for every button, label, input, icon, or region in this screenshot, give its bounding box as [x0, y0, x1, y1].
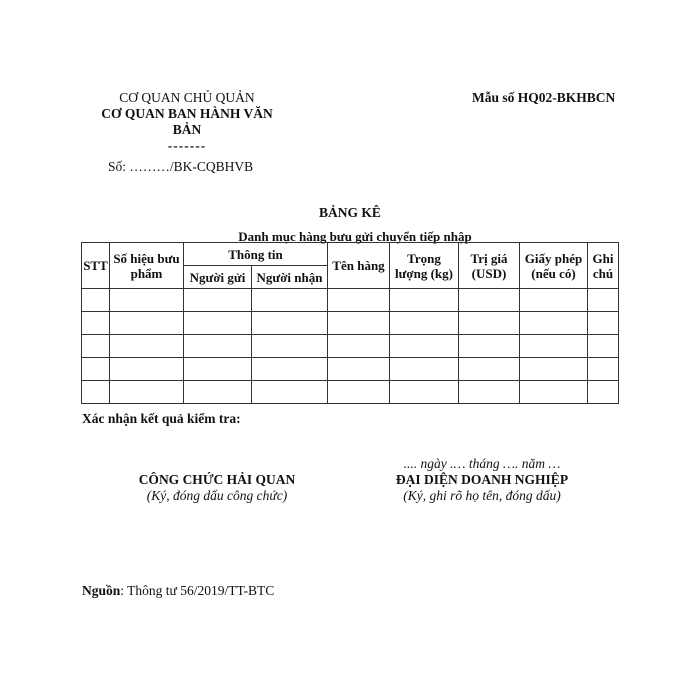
enterprise-signature-block	[372, 456, 592, 504]
source-line	[82, 583, 274, 599]
table-cell	[520, 381, 588, 404]
table-row	[82, 289, 619, 312]
table-cell	[390, 289, 459, 312]
table-cell	[588, 358, 619, 381]
table-cell	[82, 381, 110, 404]
table-cell	[520, 289, 588, 312]
table-cell	[588, 335, 619, 358]
date-line: .... ngày .… tháng …. năm …	[403, 456, 561, 471]
issuing-agency: CƠ QUAN BAN HÀNH VĂN BẢN	[101, 106, 273, 137]
header-weight: Trọng lượng (kg)	[390, 243, 459, 289]
table-cell	[328, 381, 390, 404]
table-cell	[328, 289, 390, 312]
table-cell	[184, 335, 252, 358]
table-row	[82, 381, 619, 404]
document-number: Số: ………/BK-CQBHVB	[108, 159, 254, 174]
table-cell	[588, 312, 619, 335]
table-cell	[82, 312, 110, 335]
table-cell	[184, 381, 252, 404]
table-cell	[390, 335, 459, 358]
source-text: : Thông tư 56/2019/TT-BTC	[120, 583, 275, 598]
table-cell	[110, 312, 184, 335]
table-cell	[328, 312, 390, 335]
header-sender: Người gửi	[184, 266, 252, 289]
table-cell	[110, 358, 184, 381]
customs-officer-signature-block	[112, 472, 322, 504]
table-cell	[252, 381, 328, 404]
table-cell	[184, 358, 252, 381]
table-cell	[520, 312, 588, 335]
table-cell	[252, 358, 328, 381]
header-info: Thông tin	[184, 243, 328, 266]
table-row	[82, 358, 619, 381]
enterprise-representative-note: (Ký, ghi rõ họ tên, đóng dấu)	[403, 488, 561, 503]
source-label: Nguồn	[82, 583, 121, 598]
table-cell	[520, 358, 588, 381]
table-cell	[110, 289, 184, 312]
table-cell	[588, 289, 619, 312]
table-cell	[459, 358, 520, 381]
table-cell	[588, 381, 619, 404]
table-cell	[459, 381, 520, 404]
table-cell	[390, 381, 459, 404]
table-cell	[520, 335, 588, 358]
table-cell	[459, 289, 520, 312]
header-notes: Ghi chú	[588, 243, 619, 289]
table-cell	[252, 289, 328, 312]
header-goods-name: Tên hàng	[328, 243, 390, 289]
header-stt: STT	[82, 243, 110, 289]
table-cell	[184, 289, 252, 312]
header-value: Trị giá (USD)	[459, 243, 520, 289]
goods-table	[81, 242, 619, 404]
table-cell	[459, 312, 520, 335]
table-cell	[390, 312, 459, 335]
table-cell	[328, 335, 390, 358]
table-cell	[110, 381, 184, 404]
table-cell	[328, 358, 390, 381]
table-row	[82, 335, 619, 358]
issuing-agency-block	[92, 90, 282, 154]
header-item-number: Số hiệu bưu phẩm	[110, 243, 184, 289]
table-cell	[184, 312, 252, 335]
table-cell	[82, 358, 110, 381]
customs-officer-note: (Ký, đóng dấu công chức)	[146, 488, 288, 503]
document-subtitle: Danh mục hàng bưu gửi chuyển tiếp nhập	[238, 229, 472, 244]
header-recipient: Người nhận	[252, 266, 328, 289]
inspection-confirmation-label: Xác nhận kết quả kiểm tra:	[82, 411, 241, 426]
document-title: BẢNG KÊ	[319, 205, 381, 220]
table-cell	[252, 312, 328, 335]
customs-officer-title: CÔNG CHỨC HẢI QUAN	[138, 472, 296, 487]
enterprise-representative-title: ĐẠI DIỆN DOANH NGHIỆP	[395, 472, 569, 487]
table-cell	[110, 335, 184, 358]
form-code: Mẫu số HQ02-BKHBCN	[472, 90, 616, 105]
table-row	[82, 312, 619, 335]
parent-agency: CƠ QUAN CHỦ QUẢN	[119, 90, 255, 105]
table-cell	[82, 289, 110, 312]
agency-separator: -------	[167, 138, 207, 153]
table-cell	[390, 358, 459, 381]
table-cell	[459, 335, 520, 358]
table-cell	[252, 335, 328, 358]
table-cell	[82, 335, 110, 358]
header-license: Giấy phép (nếu có)	[520, 243, 588, 289]
